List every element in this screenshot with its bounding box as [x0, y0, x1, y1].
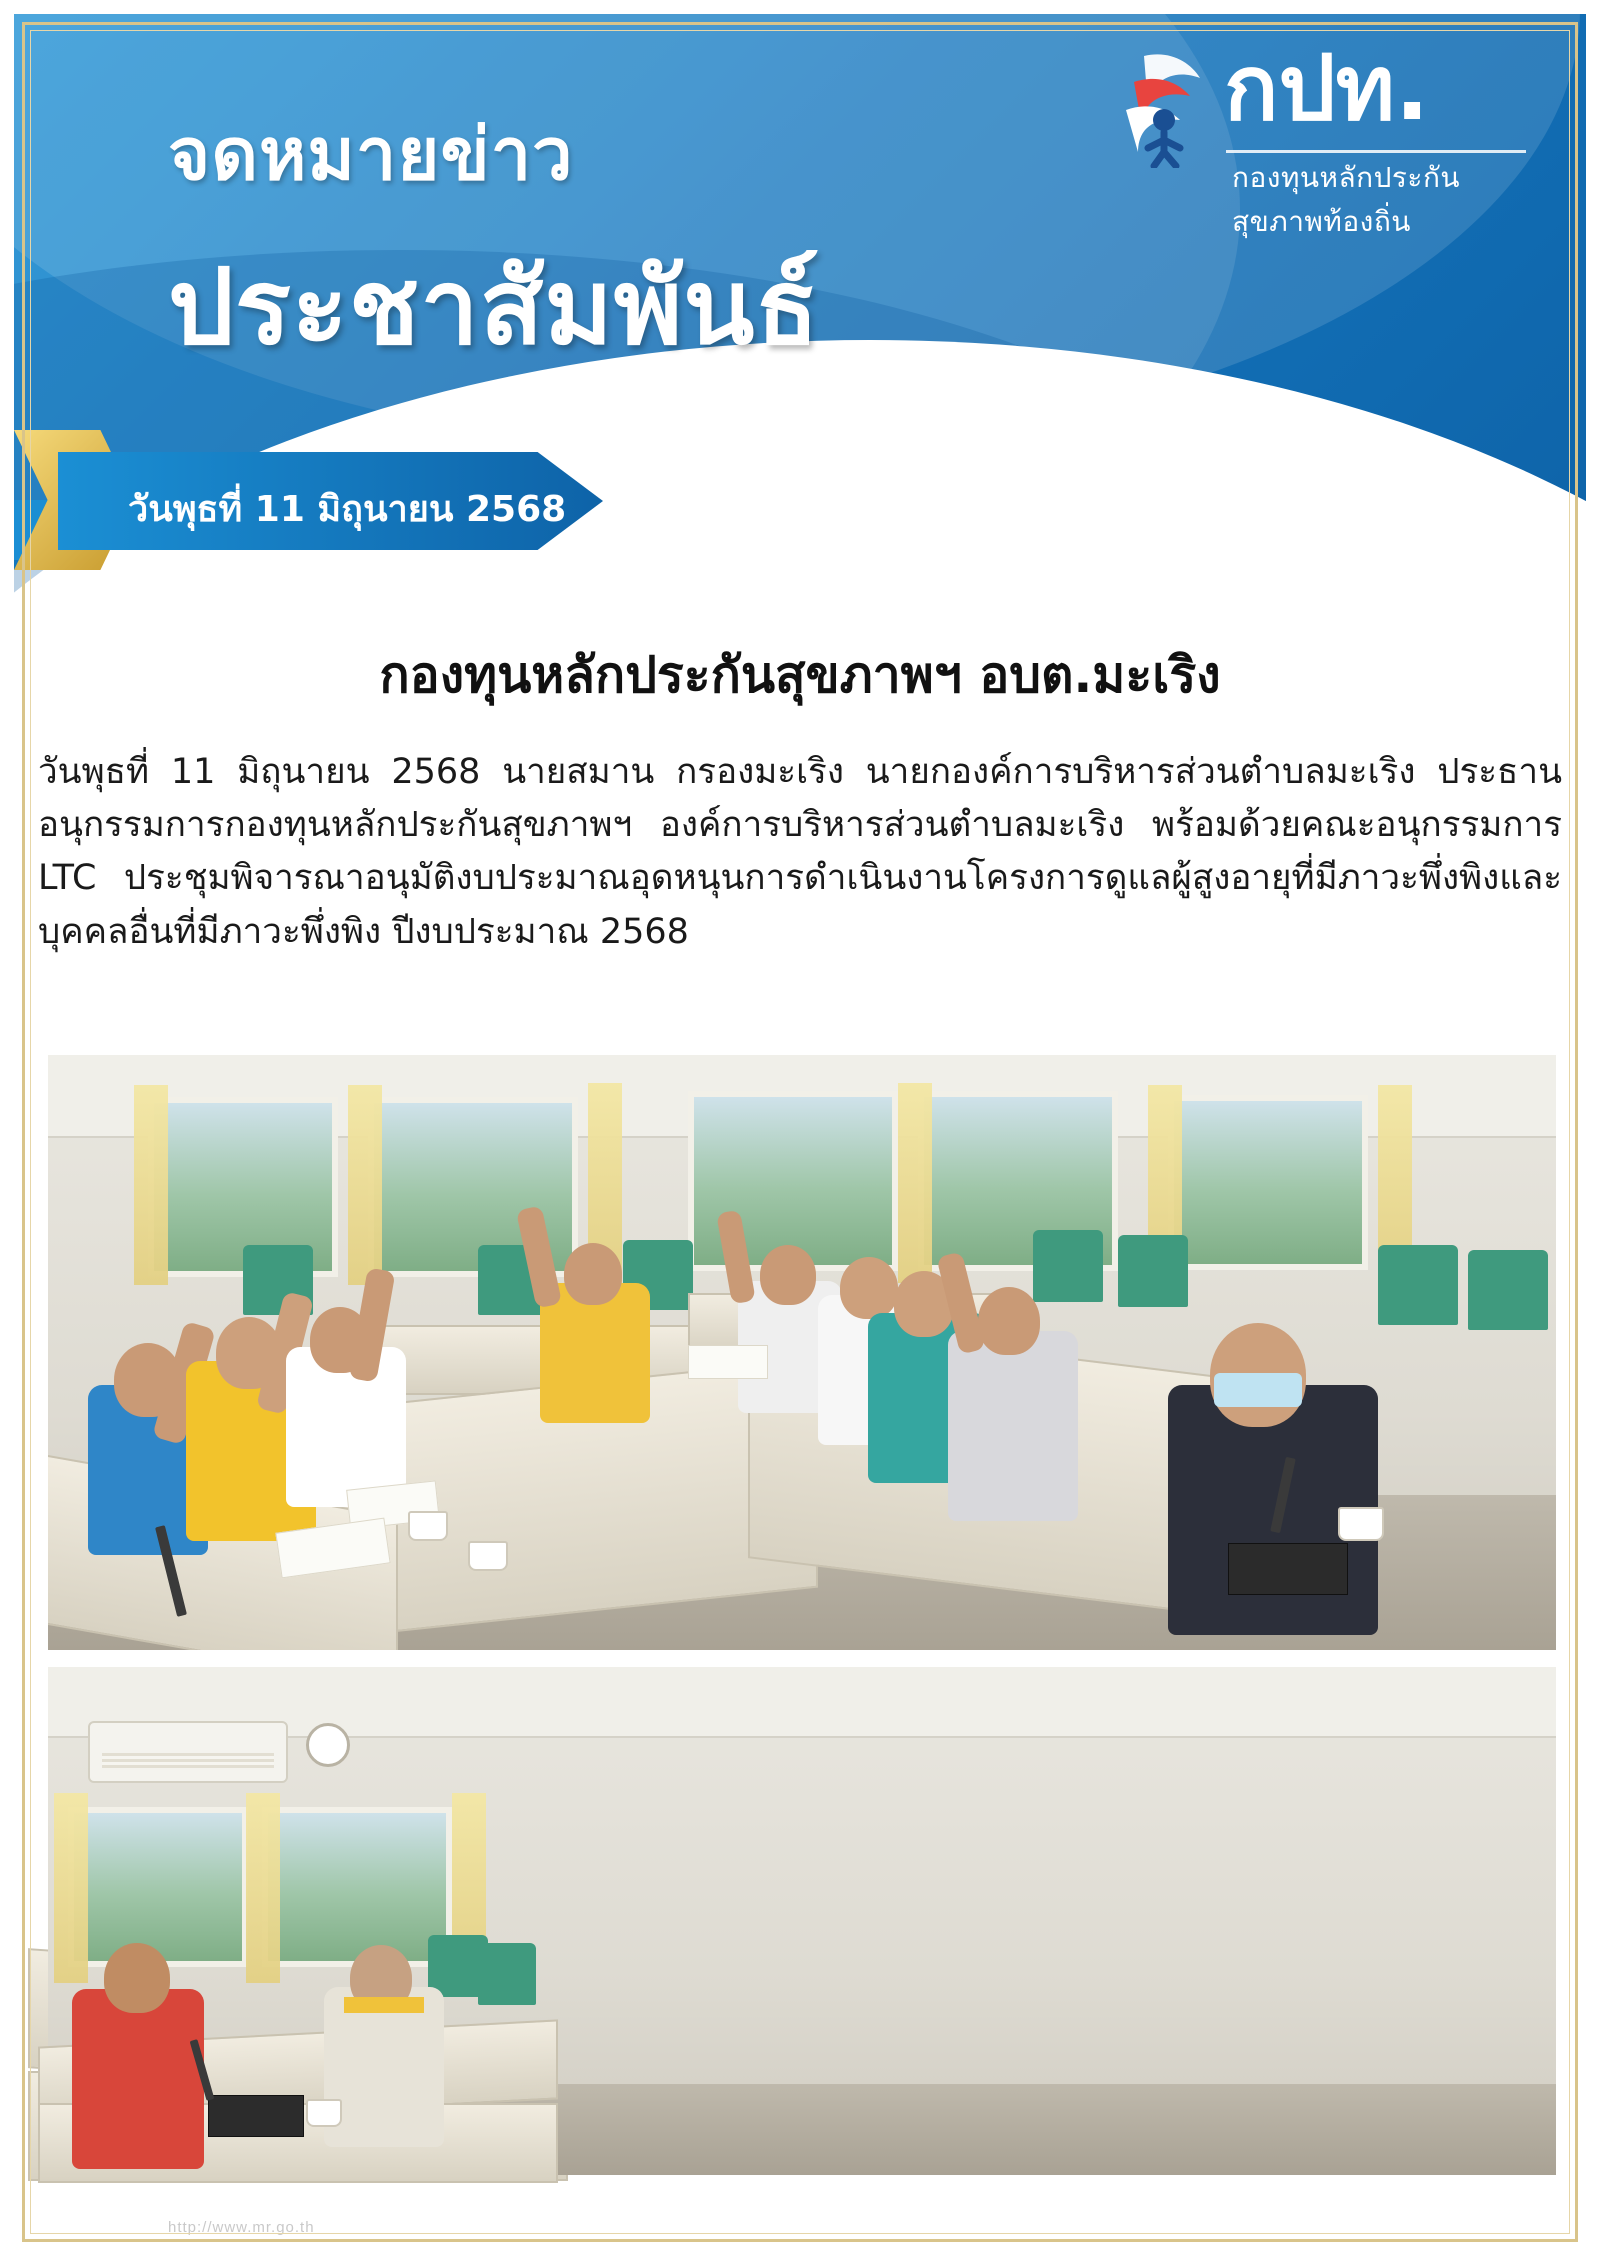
logo-text: กปท. — [1224, 36, 1430, 141]
publication-date: วันพุธที่ 11 มิถุนายน 2568 — [128, 489, 567, 530]
date-ribbon — [0, 452, 620, 550]
article-body: วันพุธที่ 11 มิถุนายน 2568 นายสมาน กรองมะเริง นายกองค์การบริหารส่วนตำบลมะเริง ประธานอนุกรรมการกองทุนหลักประกันสุขภาพฯ องค์การบริหารส่วนตำบลมะเริง พร้อมด้วยคณะอนุกรรมการ LTC ประชุมพิจารณาอนุมัติงบประมาณอุดหนุนการดำเนินงานโครงการดูแลผู้สูงอายุที่มีภาวะพึ่งพิงและบุคคลอื่นที่มีภาวะพึ่งพิง ปีงบประมาณ 2568 — [38, 752, 1562, 952]
main-photo — [48, 1055, 1556, 1650]
thumbnail-photo-3 — [1064, 1667, 1556, 2175]
logo-divider — [1226, 150, 1526, 153]
header-title-line1: จดหมายข่าว — [168, 112, 574, 196]
article-headline: กองทุนหลักประกันสุขภาพฯ อบต.มะเริง — [379, 646, 1221, 704]
footer-watermark: http://www.mr.go.th — [168, 2219, 315, 2236]
organization-logo — [1114, 38, 1544, 238]
logo-subtitle: กองทุนหลักประกันสุขภาพท้องถิ่น — [1232, 161, 1461, 238]
logo-mark-icon — [1114, 48, 1224, 168]
header-title-line2: ประชาสัมพันธ์ — [168, 246, 820, 368]
photo-thumbnail-row — [48, 1667, 1556, 2175]
